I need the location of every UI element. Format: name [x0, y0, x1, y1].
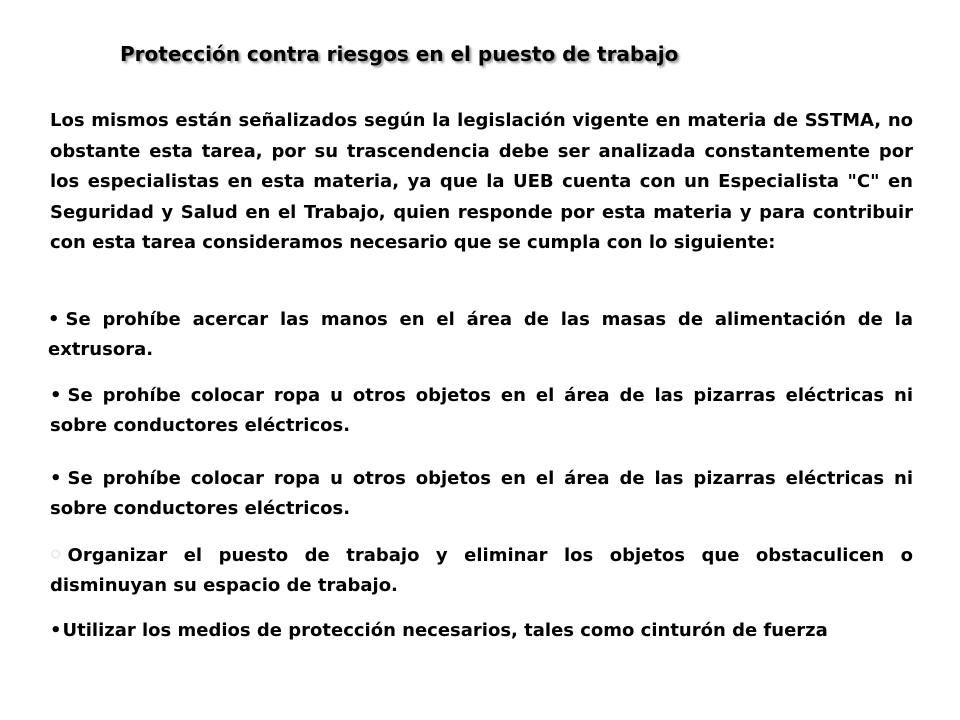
bullet-item-organize [50, 541, 913, 601]
bullet-item-clothes-1 [50, 381, 913, 441]
bullet-item-clothes-2 [50, 464, 913, 524]
bullet-icon: • [50, 468, 62, 489]
bullet-item-protection [50, 616, 913, 646]
bullet-icon: • [48, 309, 60, 330]
intro-paragraph: Los mismos están señalizados según la legislación vigente en materia de SSTMA, no obstante esta tarea, por su trascendencia debe ser analizada constantemente por los especialistas en esta materia, ya que la UEB cuenta con un Especialista "C" en Seguridad y Salud en el Trabajo, quien responde por esta materia y para contribuir con esta tarea consideramos necesario que se cumpla con lo siguiente: [50, 110, 913, 253]
bullet-text: Se prohíbe colocar ropa u otros objetos en el área de las pizarras eléctricas ni sobre conductores eléctricos. [50, 468, 913, 519]
bullet-icon: • [50, 385, 62, 406]
bullet-item-hands [48, 305, 913, 365]
bullet-text: Se prohíbe colocar ropa u otros objetos en el área de las pizarras eléctricas ni sobre conductores eléctricos. [50, 385, 913, 436]
slide-title: Protección contra riesgos en el puesto de trabajo [120, 42, 679, 66]
bullet-text: Se prohíbe acercar las manos en el área de las masas de alimentación de la extrusora. [48, 309, 913, 360]
bullet-text: Utilizar los medios de protección necesarios, tales como cinturón de fuerza [62, 620, 828, 641]
bullet-text: Organizar el puesto de trabajo y eliminar los objetos que obstaculicen o disminuyan su espacio de trabajo. [50, 545, 913, 596]
bullet-icon: • [50, 545, 62, 566]
bullet-icon: • [50, 620, 62, 641]
